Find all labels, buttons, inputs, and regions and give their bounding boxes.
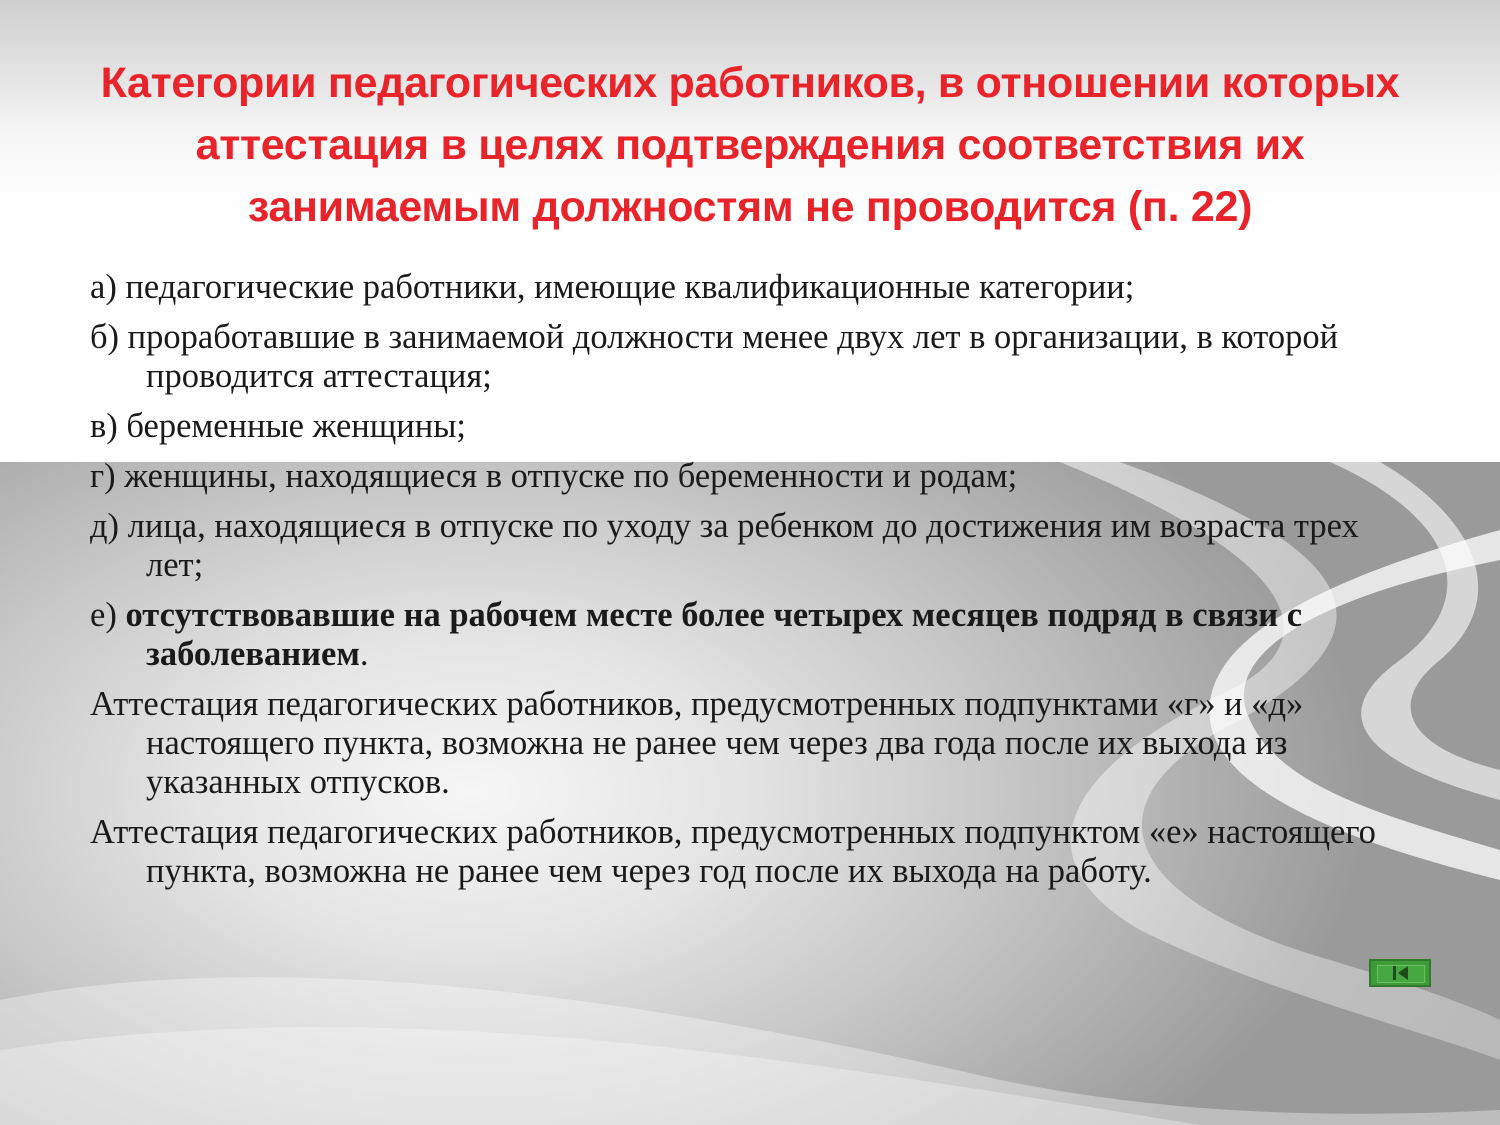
slide-title — [60, 52, 1440, 238]
list-item-e-bold: отсутствовавшие на рабочем месте более четырех месяцев подряд в связи с заболеванием — [125, 596, 1303, 673]
list-item-v: в) беременные женщины; — [90, 407, 466, 445]
list-item-g: г) женщины, находящиеся в отпуске по беременности и родам; — [90, 457, 1018, 495]
note-1: Аттестация педагогических работников, предусмотренных подпунктами «г» и «д» настоящего пункта, возможна не ранее чем через два года после их выхода из указанных отпусков. — [90, 685, 1304, 801]
content-list — [90, 268, 1420, 902]
list-item-d: д) лица, находящиеся в отпуске по уходу за ребенком до достижения им возраста трех лет; — [90, 507, 1359, 584]
title-line-2: аттестация в целях подтверждения соответствия их — [195, 121, 1305, 169]
list-item-e-suffix: . — [359, 635, 369, 673]
note-2: Аттестация педагогических работников, предусмотренных подпунктом «е» настоящего пункта, возможна не ранее чем через год после их выхода на работу. — [90, 813, 1376, 890]
back-arrow-icon — [1391, 964, 1411, 982]
list-item-b: б) проработавшие в занимаемой должности менее двух лет в организации, в которой проводится аттестация; — [90, 318, 1339, 395]
list-item-e — [90, 596, 1420, 674]
list-item-e-prefix: е) — [90, 596, 126, 634]
back-button[interactable] — [1369, 959, 1431, 987]
title-line-1: Категории педагогических работников, в отношении которых — [100, 59, 1400, 107]
list-item-a: а) педагогические работники, имеющие квалификационные категории; — [90, 268, 1135, 306]
title-line-3: занимаемым должностям не проводится (п. 22) — [247, 183, 1253, 231]
